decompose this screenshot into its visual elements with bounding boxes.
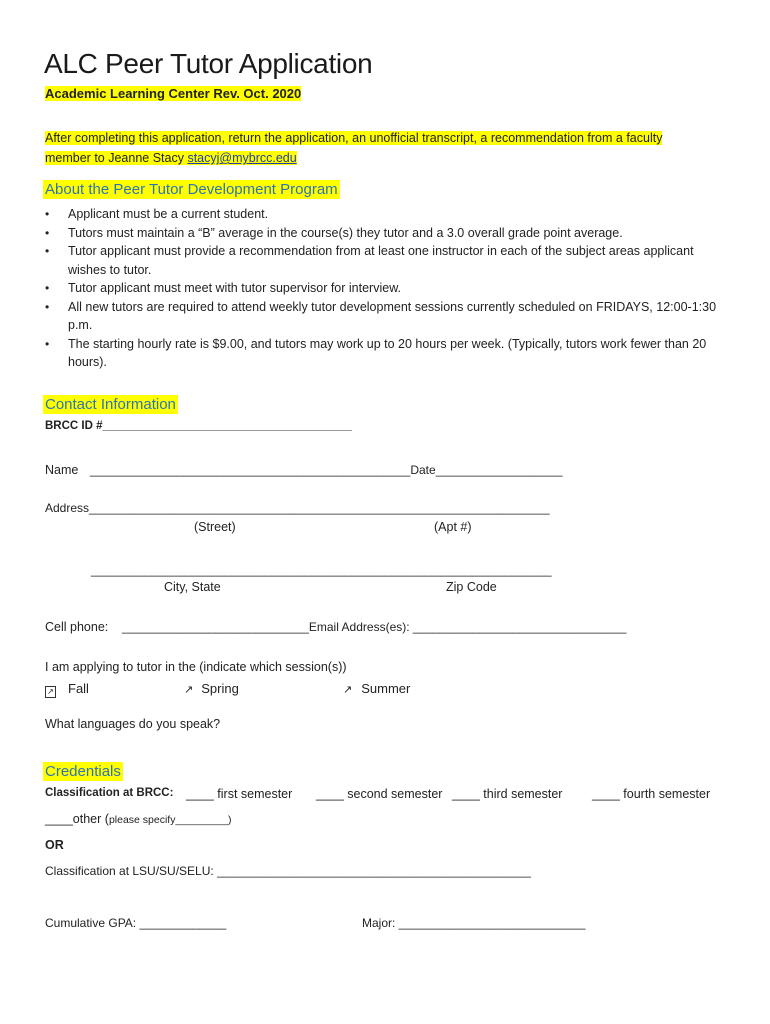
classification-brcc-label: Classification at BRCC: — [45, 787, 174, 799]
page-title: ALC Peer Tutor Application — [44, 48, 373, 79]
session-label: Fall — [68, 681, 89, 696]
intro-text: After completing this application, return the application, an unofficial transcript, a recommendation from a faculty member to Jeanne Stacy — [45, 131, 663, 165]
semester-second-option[interactable]: ____ second semester — [316, 787, 443, 801]
or-label: OR — [45, 838, 64, 852]
bullet-item: • All new tutors are required to attend weekly tutor development sessions currently scheduled on FRIDAYS, 12:00-1:30 p.m. — [45, 298, 735, 335]
contact-email-link[interactable]: stacyj@mybrcc.edu — [187, 151, 297, 165]
apt-caption: (Apt #) — [434, 520, 472, 534]
about-bullet-list — [45, 205, 735, 372]
city-state-caption: City, State — [164, 580, 221, 594]
name-date-field[interactable]: ________________________________________________Date___________________ — [90, 463, 563, 477]
city-zip-field[interactable]: _____________________________________________________________________ — [91, 563, 552, 577]
major-field[interactable]: Major: ____________________________ — [362, 916, 586, 930]
checkbox-icon[interactable]: ↗ — [184, 684, 194, 696]
bullet-item: • Applicant must be a current student. — [45, 205, 735, 224]
address-field[interactable]: Address_____________________________________________________________________ — [45, 501, 550, 515]
bullet-item: • The starting hourly rate is $9.00, and tutors may work up to 20 hours per week. (Typically, tutors work fewer than 20 hours). — [45, 335, 735, 372]
cell-phone-label: Cell phone: — [45, 620, 109, 634]
session-label: Spring — [201, 681, 239, 696]
page-subtitle: Academic Learning Center Rev. Oct. 2020 — [45, 86, 302, 101]
intro-paragraph — [45, 128, 705, 168]
other-prefix: ____other ( — [45, 812, 109, 826]
other-specify: please specify_________) — [108, 814, 232, 826]
other-classification-field[interactable] — [45, 812, 232, 826]
lsu-classification-field[interactable]: Classification at LSU/SU/SELU: _______________________________________________ — [45, 864, 531, 878]
credentials-heading: Credentials — [45, 763, 121, 780]
session-option-spring[interactable] — [184, 681, 239, 696]
checkbox-icon[interactable]: ↗ — [343, 684, 353, 696]
session-prompt: I am applying to tutor in the (indicate which session(s)) — [45, 660, 347, 674]
session-option-fall[interactable] — [45, 681, 89, 698]
semester-fourth-option[interactable]: ____ fourth semester — [592, 787, 711, 801]
contact-heading: Contact Information — [45, 396, 176, 413]
street-caption: (Street) — [194, 520, 236, 534]
cell-email-field[interactable]: ____________________________Email Address(es): ________________________________ — [122, 620, 627, 634]
session-option-summer[interactable] — [343, 681, 410, 696]
brcc-id-field[interactable]: BRCC ID #_______________________________________ — [45, 420, 352, 432]
bullet-item: • Tutor applicant must meet with tutor supervisor for interview. — [45, 279, 735, 298]
semester-third-option[interactable]: ____ third semester — [452, 787, 563, 801]
about-heading: About the Peer Tutor Development Program — [45, 181, 338, 198]
zip-code-caption: Zip Code — [446, 580, 497, 594]
gpa-field[interactable]: Cumulative GPA: _____________ — [45, 916, 227, 930]
semester-first-option[interactable]: ____ first semester — [186, 787, 293, 801]
languages-prompt[interactable]: What languages do you speak? — [45, 717, 221, 731]
bullet-item: • Tutor applicant must provide a recommendation from at least one instructor in each of the subject areas applicant wishes to tutor. — [45, 242, 735, 279]
session-label: Summer — [361, 681, 411, 696]
name-label: Name — [45, 463, 79, 477]
bullet-item: • Tutors must maintain a “B” average in the course(s) they tutor and a 3.0 overall grade point average. — [45, 224, 735, 243]
checkbox-icon[interactable]: ↗ — [45, 686, 56, 698]
